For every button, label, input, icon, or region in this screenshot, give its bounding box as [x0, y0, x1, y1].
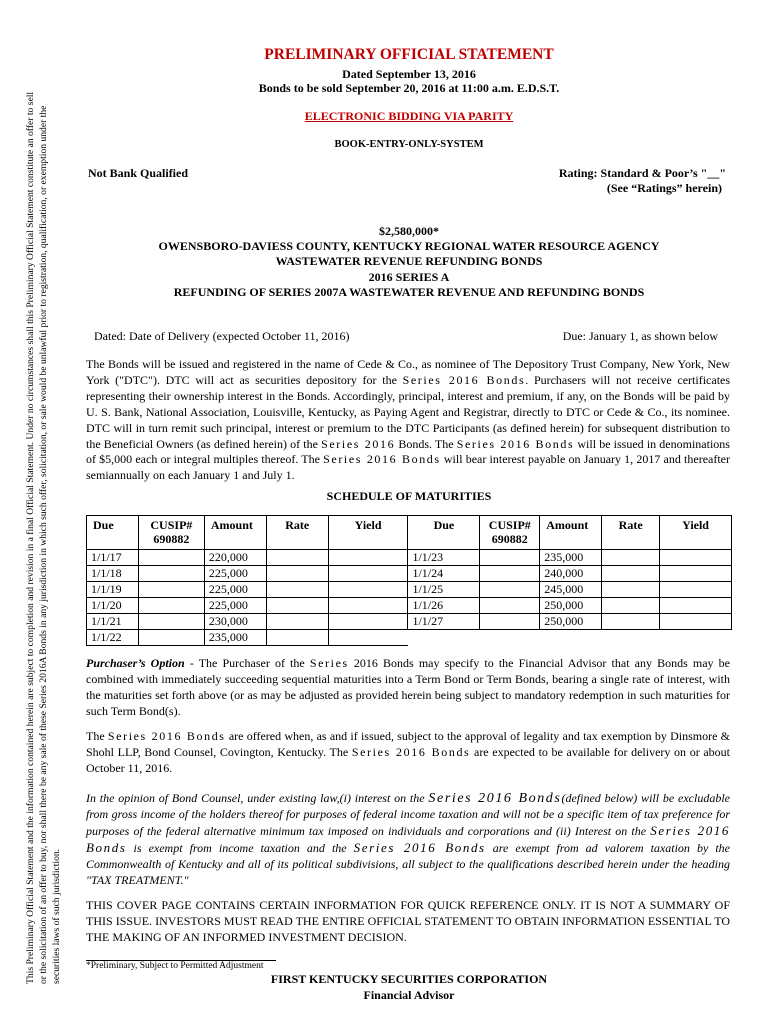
- financial-advisor-name: FIRST KENTUCKY SECURITIES CORPORATION: [270, 972, 548, 986]
- paragraph-legal-approval: The Series 2016 Bonds are offered when, as and if issued, subject to the approval of legality and tax exemption by Dinsmore & Shohl LLP, Bond Counsel, Covington, Kentucky. The Series 2016 Bonds are expected to be available for delivery on or about October 11, 2016.: [86, 729, 731, 775]
- header-amount: Amount: [204, 516, 266, 550]
- header-cusip-2: CUSIP# 690882: [480, 516, 540, 550]
- header-yield-2: Yield: [660, 516, 732, 550]
- header-due-2: Due: [408, 516, 480, 550]
- header-cusip: CUSIP# 690882: [138, 516, 204, 550]
- maturity-schedule-table: [86, 515, 732, 646]
- bank-qualification: Not Bank Qualified: [88, 166, 189, 180]
- dated-line: Dated: Date of Delivery (expected October 11, 2016): [94, 329, 350, 343]
- header-amount-2: Amount: [540, 516, 602, 550]
- bond-series: 2016 SERIES A: [368, 269, 450, 284]
- table-header-row: [87, 516, 732, 550]
- table-row: 1/1/21 230,000 1/1/27 250,000: [87, 614, 732, 630]
- financial-advisor-role: Financial Advisor: [363, 988, 455, 1002]
- footnote: *Preliminary, Subject to Permitted Adjustment: [86, 961, 264, 971]
- bidding-method: ELECTRONIC BIDDING VIA PARITY: [304, 109, 514, 123]
- paragraph-tax-opinion: In the opinion of Bond Counsel, under existing law,(i) interest on the Series 2016 Bonds(defined below) will be excludable from gross income of the holders thereof for purposes of federal income taxation and will not be a specific item of tax preference for purposes of the federal alternative minimum tax imposed on individuals and corporations and (ii) Interest on the Series 2016 Bonds is exempt from income taxation and the Series 2016 Bonds are exempt from ad valorem taxation by the Commonwealth of Kentucky and all of its political subdivisions, all subject to the qualifications described herein under the heading "TAX TREATMENT.": [86, 791, 730, 887]
- schedule-title: SCHEDULE OF MATURITIES: [326, 489, 492, 503]
- header-rate: Rate: [266, 516, 328, 550]
- statement-date: Dated September 13, 2016: [342, 67, 476, 81]
- table-row: 1/1/22 235,000: [87, 630, 732, 646]
- table-row: 1/1/18 225,000 1/1/24 240,000: [87, 566, 732, 582]
- side-disclaimer: This Preliminary Official Statement and the information contained herein are subject to completion and revision in a final Official Statement. Under no circumstances shall this Preliminary Official Statement constitute an offer to sell or the solicitation of an offer to buy, nor shall there be any sale of these Series 2016A Bonds in any jurisdiction in which such offer, solicitation, or sale would be unlawful prior to registration, qualification, or exemption under the securities laws of such jurisdiction.: [25, 91, 63, 984]
- header-yield: Yield: [328, 516, 408, 550]
- issuer-name: OWENSBORO-DAVIESS COUNTY, KENTUCKY REGIONAL WATER RESOURCE AGENCY: [158, 239, 660, 254]
- issue-amount: $2,580,000*: [379, 224, 439, 238]
- refunding-line: REFUNDING OF SERIES 2007A WASTEWATER REVENUE AND REFUNDING BONDS: [173, 284, 645, 299]
- paragraph-purchasers-option: Purchaser’s Option - The Purchaser of the Series 2016 Bonds may specify to the Financial Advisor that any Bonds may be combined with immediately succeeding sequential maturities into a Term Bond or Term Bonds, bearing a single rate of interest, with the maturities set forth above (or as may be adjusted as provided herein being subject to mandatory redemption in such maturities for such Term Bond(s).: [86, 656, 731, 718]
- table-row: 1/1/20 225,000 1/1/26 250,000: [87, 598, 732, 614]
- table-row: 1/1/19 225,000 1/1/25 245,000: [87, 582, 732, 598]
- paragraph-dtc: The Bonds will be issued and registered in the name of Cede & Co., as nominee of The Depository Trust Company, New York, New York ("DTC"). DTC will act as securities depository for the Series 2016 Bonds. Purchasers will not receive certificates representing their ownership interest in the Bonds. Accordingly, principal, interest and premium, if any, on the Bonds will be paid by U. S. Bank, National Association, Louisville, Kentucky, as Paying Agent and Registrar, directly to DTC or Cede & Co., its nominee. DTC will in turn remit such principal, interest or premium to the DTC Participants (as defined herein) for subsequent distribution to the Beneficial Owners (as defined herein) of the Series 2016 Bonds. The Series 2016 Bonds will be issued in denominations of $5,000 each or integral multiples thereof. The Series 2016 Bonds will bear interest payable on January 1, 2017 and thereafter semiannually on each January 1 and July 1.: [86, 357, 731, 483]
- paragraph-cover-notice: THIS COVER PAGE CONTAINS CERTAIN INFORMATION FOR QUICK REFERENCE ONLY. IT IS NOT A SUMMARY OF THIS ISSUE. INVESTORS MUST READ THE ENTIRE OFFICIAL STATEMENT TO OBTAIN INFORMATION ESSENTIAL TO THE MAKING OF AN INFORMED INVESTMENT DECISION.: [86, 898, 730, 944]
- table-row: 1/1/17 220,000 1/1/23 235,000: [87, 550, 732, 566]
- bond-name: WASTEWATER REVENUE REFUNDING BONDS: [275, 254, 543, 269]
- sale-date: Bonds to be sold September 20, 2016 at 11:00 a.m. E.D.S.T.: [258, 81, 560, 95]
- document-title: PRELIMINARY OFFICIAL STATEMENT: [264, 46, 554, 63]
- issue-block: [86, 224, 732, 300]
- rating: Rating: Standard & Poor’s "__": [558, 166, 726, 180]
- header-rate-2: Rate: [602, 516, 660, 550]
- header-due: Due: [87, 516, 139, 550]
- due-line: Due: January 1, as shown below: [562, 329, 718, 343]
- book-entry-system: BOOK-ENTRY-ONLY-SYSTEM: [334, 139, 484, 150]
- rating-note: (See “Ratings” herein): [606, 181, 722, 195]
